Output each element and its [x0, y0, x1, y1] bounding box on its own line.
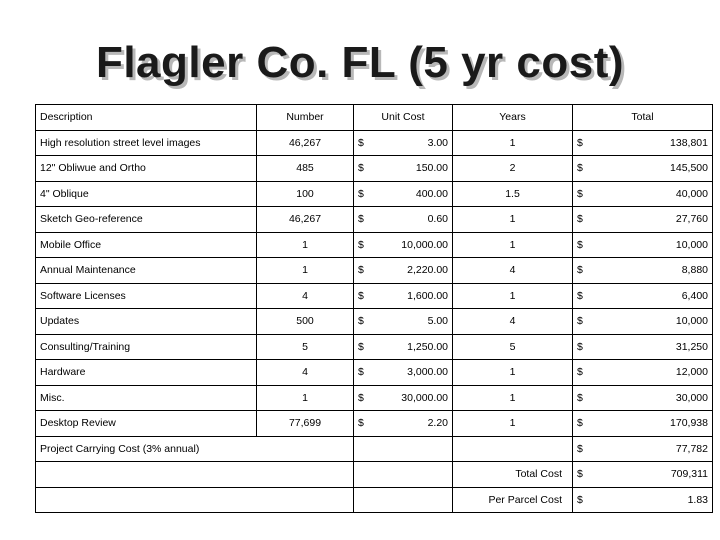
row-unit-cost-wrap — [358, 417, 448, 429]
per-parcel-value — [573, 487, 713, 513]
row-unit-cost-value: 1,250.00 — [407, 340, 448, 353]
row-total-wrap — [577, 162, 708, 174]
per-parcel-label: Per Parcel Cost — [453, 487, 573, 513]
row-description: 12" Obliwue and Ortho — [36, 156, 257, 182]
row-unit-cost — [354, 411, 453, 437]
row-unit-cost-value: 0.60 — [427, 213, 448, 226]
table-row — [36, 411, 713, 437]
row-years: 1 — [453, 130, 573, 156]
row-description: 4" Oblique — [36, 181, 257, 207]
currency-symbol: $ — [577, 468, 583, 481]
row-unit-cost — [354, 232, 453, 258]
row-years: 1 — [453, 385, 573, 411]
currency-symbol: $ — [358, 162, 364, 175]
empty-cell — [354, 436, 453, 462]
row-total-value: 138,801 — [670, 136, 708, 149]
currency-symbol: $ — [577, 315, 583, 328]
currency-symbol: $ — [358, 187, 364, 200]
row-total-wrap — [577, 188, 708, 200]
header-total: Total — [573, 105, 713, 131]
row-total-value: 40,000 — [675, 187, 708, 200]
row-years: 5 — [453, 334, 573, 360]
row-total-value: 31,250 — [675, 340, 708, 353]
row-total — [573, 181, 713, 207]
row-years: 1 — [453, 232, 573, 258]
row-total — [573, 258, 713, 284]
row-total-value: 30,000 — [675, 391, 708, 404]
row-total-wrap — [577, 392, 708, 404]
table-row — [36, 232, 713, 258]
total-cost-label: Total Cost — [453, 462, 573, 488]
row-description: Sketch Geo-reference — [36, 207, 257, 233]
row-total-value: 10,000 — [675, 238, 708, 251]
row-unit-cost-value: 400.00 — [415, 187, 448, 200]
currency-symbol: $ — [577, 264, 583, 277]
row-unit-cost-wrap — [358, 137, 448, 149]
currency-symbol: $ — [358, 136, 364, 149]
row-years: 4 — [453, 258, 573, 284]
row-unit-cost-wrap — [358, 392, 448, 404]
row-unit-cost-value: 10,000.00 — [401, 238, 448, 251]
header-number: Number — [257, 105, 354, 131]
row-unit-cost-value: 150.00 — [415, 162, 448, 175]
table-row — [36, 258, 713, 284]
table-row — [36, 156, 713, 182]
currency-symbol: $ — [577, 136, 583, 149]
row-total-value: 12,000 — [675, 366, 708, 379]
per-parcel-value-value: 1.83 — [687, 493, 708, 506]
currency-symbol: $ — [577, 289, 583, 302]
row-unit-cost — [354, 385, 453, 411]
table-row — [36, 334, 713, 360]
row-total — [573, 130, 713, 156]
row-unit-cost-value: 3.00 — [427, 136, 448, 149]
currency-symbol: $ — [577, 417, 583, 430]
row-number: 46,267 — [257, 207, 354, 233]
currency-symbol: $ — [577, 493, 583, 506]
cost-table — [35, 104, 713, 513]
empty-cell — [453, 436, 573, 462]
row-total-value: 10,000 — [675, 315, 708, 328]
currency-symbol: $ — [358, 315, 364, 328]
table-row — [36, 309, 713, 335]
currency-symbol: $ — [577, 340, 583, 353]
row-unit-cost — [354, 156, 453, 182]
currency-symbol: $ — [577, 162, 583, 175]
row-description: Desktop Review — [36, 411, 257, 437]
row-unit-cost — [354, 258, 453, 284]
row-total-value: 6,400 — [681, 289, 708, 302]
row-years: 1.5 — [453, 181, 573, 207]
row-unit-cost-wrap — [358, 188, 448, 200]
row-number: 100 — [257, 181, 354, 207]
row-description: Hardware — [36, 360, 257, 386]
empty-cell — [354, 487, 453, 513]
currency-symbol: $ — [358, 264, 364, 277]
row-total — [573, 283, 713, 309]
row-unit-cost-value: 5.00 — [427, 315, 448, 328]
per-parcel-value-wrap — [577, 494, 708, 506]
row-total — [573, 334, 713, 360]
empty-cell — [354, 462, 453, 488]
row-number: 1 — [257, 258, 354, 284]
currency-symbol: $ — [577, 442, 583, 455]
table-row — [36, 360, 713, 386]
row-total — [573, 411, 713, 437]
table-row — [36, 130, 713, 156]
row-unit-cost-wrap — [358, 290, 448, 302]
row-unit-cost-value: 30,000.00 — [401, 391, 448, 404]
row-total-wrap — [577, 137, 708, 149]
row-description: Updates — [36, 309, 257, 335]
row-years: 4 — [453, 309, 573, 335]
carrying-cost-description: Project Carrying Cost (3% annual) — [36, 436, 354, 462]
row-total — [573, 309, 713, 335]
row-unit-cost-wrap — [358, 315, 448, 327]
currency-symbol: $ — [358, 366, 364, 379]
row-total-wrap — [577, 417, 708, 429]
currency-symbol: $ — [577, 187, 583, 200]
row-description: Software Licenses — [36, 283, 257, 309]
row-unit-cost — [354, 207, 453, 233]
row-years: 1 — [453, 360, 573, 386]
row-unit-cost-wrap — [358, 264, 448, 276]
total-cost-value-wrap — [577, 468, 708, 480]
row-total-value: 145,500 — [670, 162, 708, 175]
currency-symbol: $ — [358, 417, 364, 430]
total-cost-value-value: 709,311 — [670, 468, 708, 481]
row-description: Annual Maintenance — [36, 258, 257, 284]
row-description: Consulting/Training — [36, 334, 257, 360]
row-unit-cost-value: 1,600.00 — [407, 289, 448, 302]
currency-symbol: $ — [577, 391, 583, 404]
table-row — [36, 283, 713, 309]
total-cost-row — [36, 462, 713, 488]
page-title: Flagler Co. FL (5 yr cost) — [95, 38, 625, 87]
header-years: Years — [453, 105, 573, 131]
row-number: 500 — [257, 309, 354, 335]
row-description: Misc. — [36, 385, 257, 411]
row-unit-cost — [354, 309, 453, 335]
currency-symbol: $ — [358, 391, 364, 404]
currency-symbol: $ — [358, 238, 364, 251]
row-unit-cost — [354, 130, 453, 156]
currency-symbol: $ — [577, 213, 583, 226]
row-total-wrap — [577, 290, 708, 302]
currency-symbol: $ — [577, 366, 583, 379]
header-description: Description — [36, 105, 257, 131]
row-description: High resolution street level images — [36, 130, 257, 156]
row-number: 46,267 — [257, 130, 354, 156]
row-unit-cost-wrap — [358, 213, 448, 225]
table-row — [36, 181, 713, 207]
row-total — [573, 232, 713, 258]
currency-symbol: $ — [577, 238, 583, 251]
row-years: 1 — [453, 207, 573, 233]
row-number: 1 — [257, 232, 354, 258]
row-total — [573, 360, 713, 386]
currency-symbol: $ — [358, 340, 364, 353]
table-row — [36, 207, 713, 233]
row-unit-cost-value: 2.20 — [427, 417, 448, 430]
row-number: 1 — [257, 385, 354, 411]
row-unit-cost — [354, 283, 453, 309]
row-years: 2 — [453, 156, 573, 182]
row-total-wrap — [577, 264, 708, 276]
row-total-wrap — [577, 213, 708, 225]
row-total-wrap — [577, 341, 708, 353]
row-total-value: 27,760 — [675, 213, 708, 226]
carrying-cost-row — [36, 436, 713, 462]
total-cost-value — [573, 462, 713, 488]
table-header-row — [36, 105, 713, 131]
row-unit-cost — [354, 181, 453, 207]
row-years: 1 — [453, 411, 573, 437]
empty-cell — [36, 487, 354, 513]
carrying-cost-total — [573, 436, 713, 462]
row-unit-cost-wrap — [358, 366, 448, 378]
row-total-value: 170,938 — [670, 417, 708, 430]
row-unit-cost-wrap — [358, 239, 448, 251]
per-parcel-row — [36, 487, 713, 513]
row-unit-cost — [354, 334, 453, 360]
header-unit-cost: Unit Cost — [354, 105, 453, 131]
row-number: 4 — [257, 283, 354, 309]
row-unit-cost-wrap — [358, 162, 448, 174]
row-number: 5 — [257, 334, 354, 360]
row-unit-cost-value: 3,000.00 — [407, 366, 448, 379]
row-total — [573, 385, 713, 411]
row-total — [573, 156, 713, 182]
row-years: 1 — [453, 283, 573, 309]
row-unit-cost-value: 2,220.00 — [407, 264, 448, 277]
row-total-value: 8,880 — [681, 264, 708, 277]
row-total-wrap — [577, 315, 708, 327]
row-unit-cost — [354, 360, 453, 386]
carrying-cost-total-wrap — [577, 443, 708, 455]
row-description: Mobile Office — [36, 232, 257, 258]
currency-symbol: $ — [358, 213, 364, 226]
row-total — [573, 207, 713, 233]
row-number: 4 — [257, 360, 354, 386]
table-row — [36, 385, 713, 411]
row-unit-cost-wrap — [358, 341, 448, 353]
empty-cell — [36, 462, 354, 488]
carrying-cost-total-value: 77,782 — [675, 442, 708, 455]
row-number: 485 — [257, 156, 354, 182]
row-total-wrap — [577, 239, 708, 251]
row-number: 77,699 — [257, 411, 354, 437]
row-total-wrap — [577, 366, 708, 378]
currency-symbol: $ — [358, 289, 364, 302]
